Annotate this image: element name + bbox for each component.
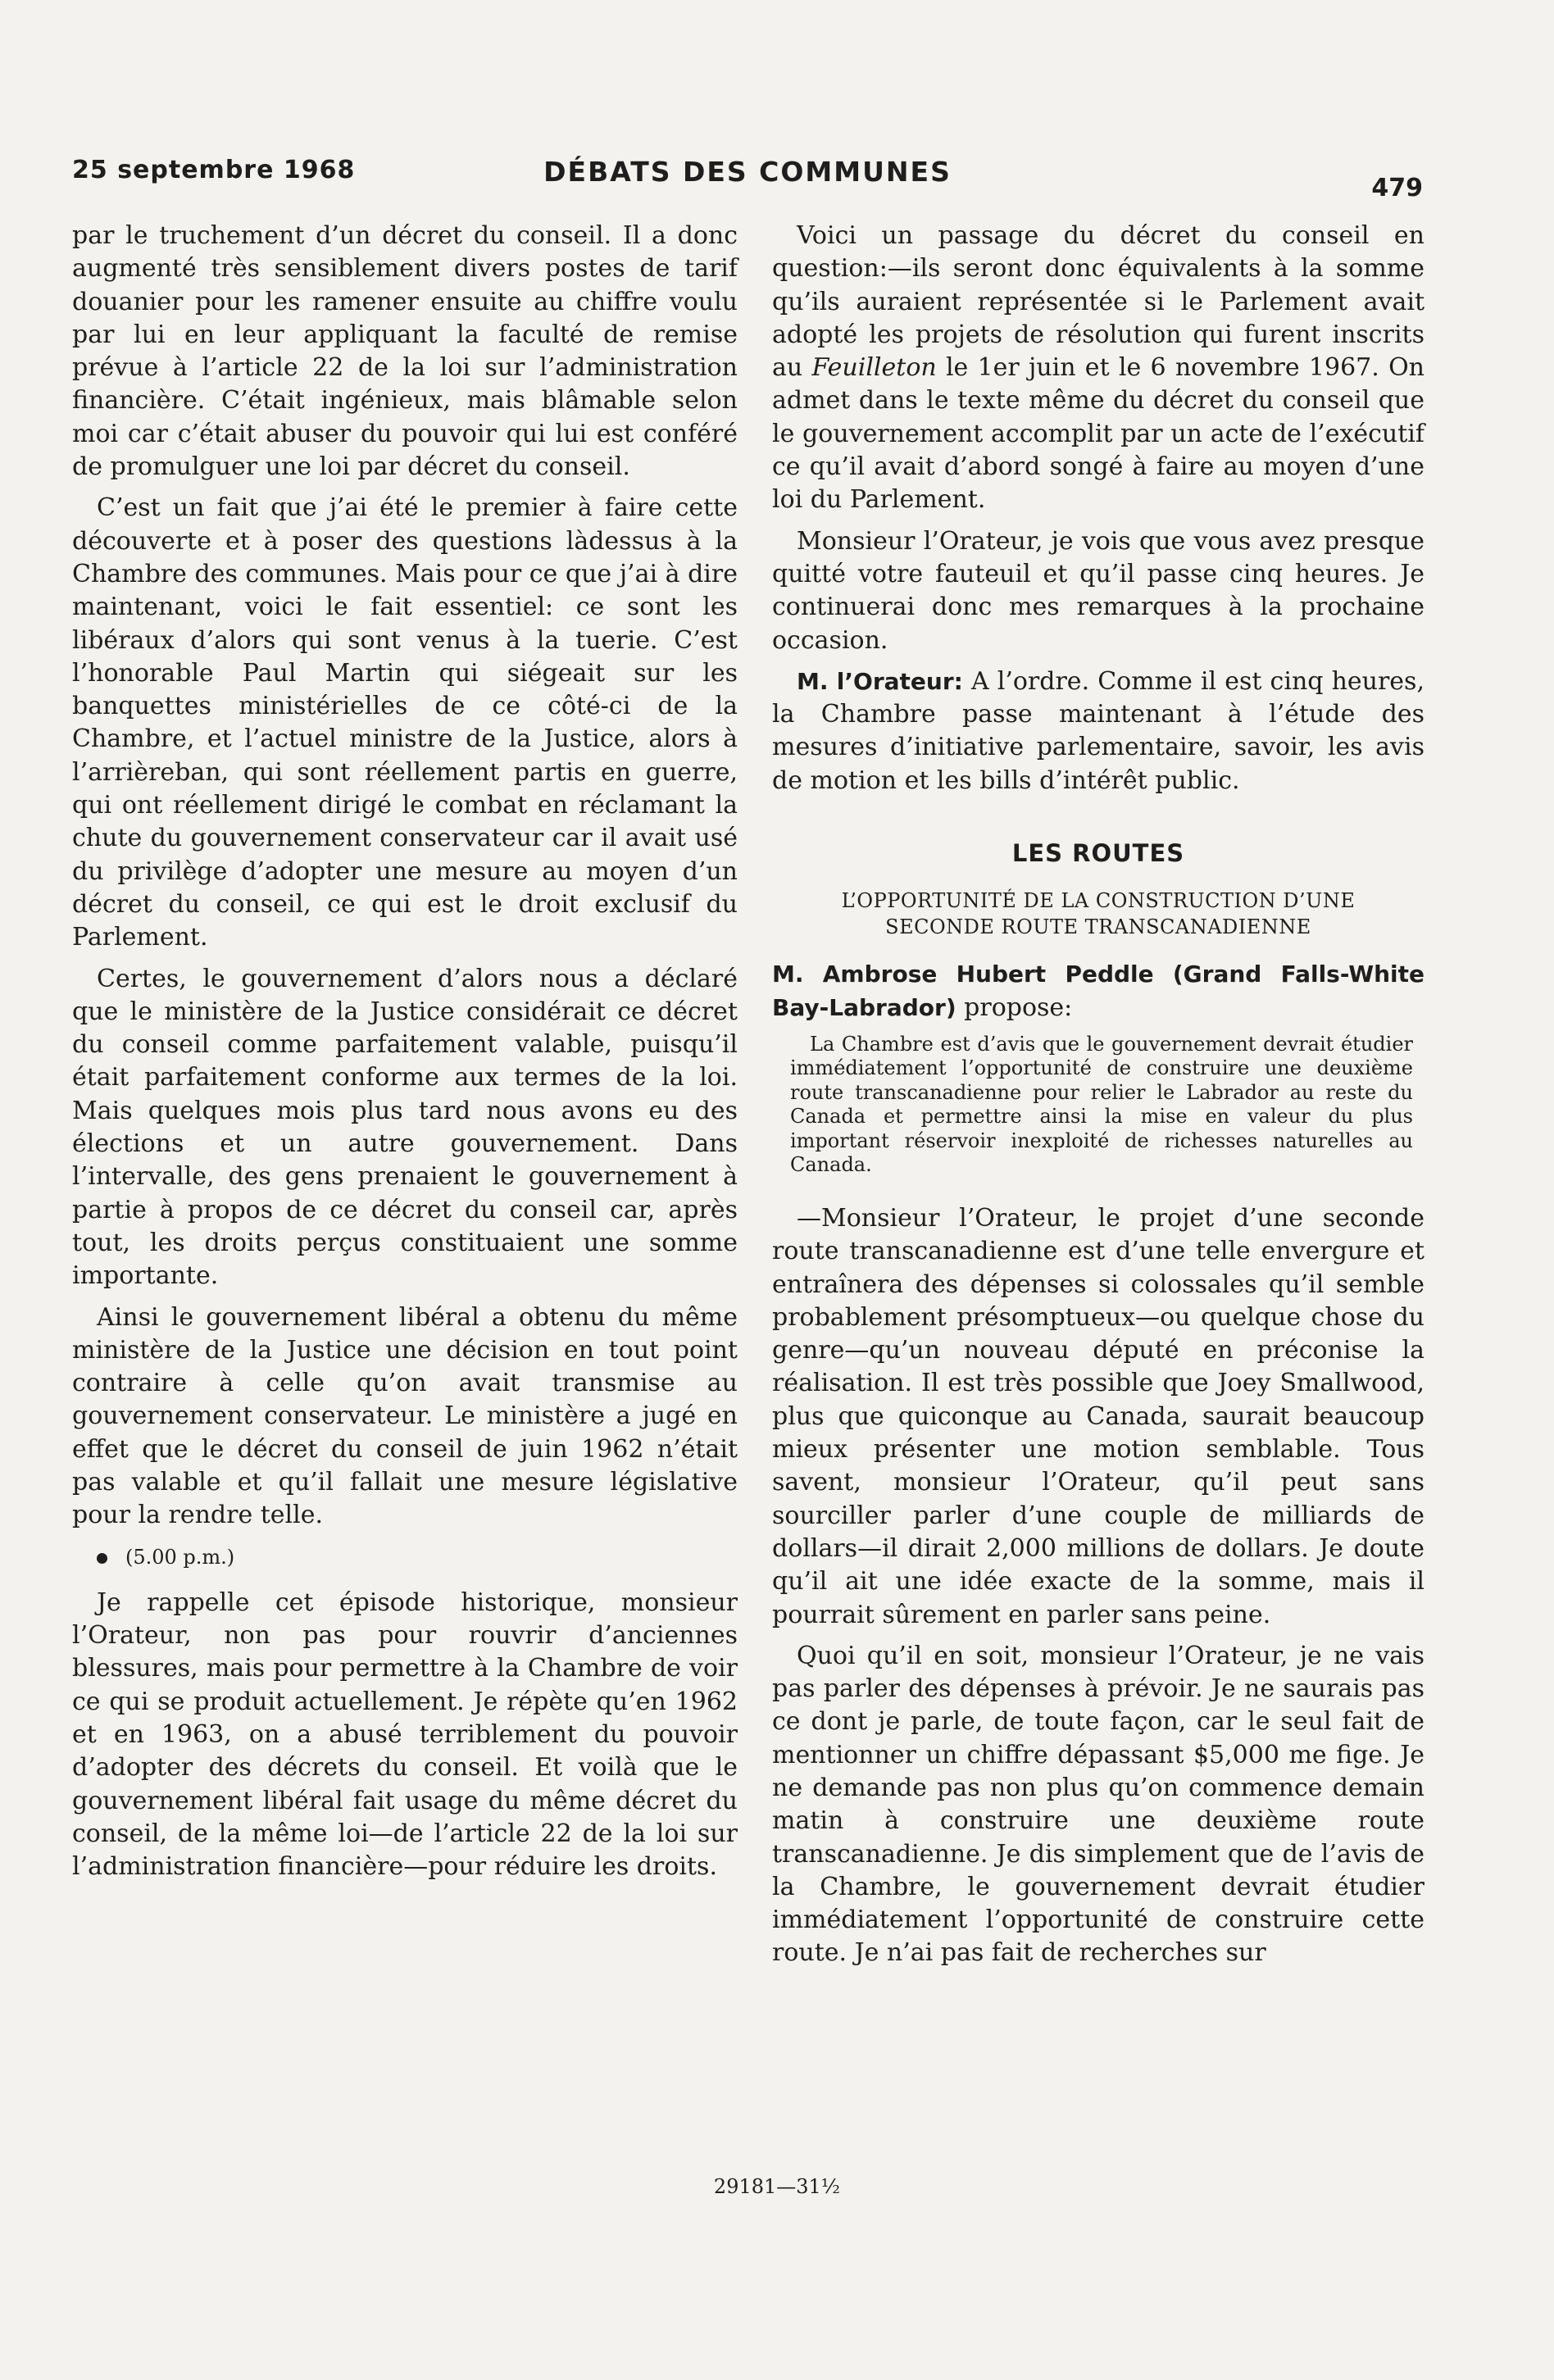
right-paragraph-1-b: le 1er juin et le 6 novembre 1967. On admet dans le texte même du décret du conseil que le gouvernement accomplit par un acte de l’exécutif ce qu’il avait d’abord songé à faire au moyen d’une loi du Parlement. <box>772 353 1424 515</box>
left-paragraph-3: Certes, le gouvernement d’alors nous a déclaré que le ministère de la Justice considérait ce décret du conseil comme parfaitement valable, puisqu’il était parfaitement conforme aux termes de la loi. Mais quelques mois plus tard nous avons eu des élections et un autre gouvernement. Dans l’intervalle, des gens prenaient le gouvernement à partie à propos de ce décret du conseil car, après tout, les droits perçus constituaient une somme importante. <box>72 964 738 1291</box>
header-title: DÉBATS DES COMMUNES <box>543 156 952 188</box>
time-marker <box>97 1541 738 1574</box>
header-date: 25 septembre 1968 <box>72 156 356 184</box>
right-paragraph-2: Monsieur l’Orateur, je vois que vous avez presque quitté votre fauteuil et qu’il passe cinq heures. Je continuerai donc mes remarques à la prochaine occasion. <box>772 526 1424 655</box>
right-paragraph-1-a: Voici un passage du décret du conseil en question:—ils seront donc équivalents à la somme qu’ils auraient représentée si le Parlement avait adopté les projets de résolution qui furent inscrits au <box>772 221 1424 383</box>
right-paragraph-3: —Monsieur l’Orateur, le projet d’une seconde route transcanadienne est d’une telle envergure et entraînera des dépenses si colossales qu’il semble probablement présomptueux—ou quelque chose du genre—qu’un nouveau député en préconise la réalisation. Il est très possible que Joey Smallwood, plus que quiconque au Canada, saurait beaucoup mieux présenter une motion semblable. Tous savent, monsieur l’Orateur, qu’il peut sans sourciller parler d’une couple de milliards de dollars—il dirait 2,000 millions de dollars. Je doute qu’il ait une idée exacte de la somme, mais il pourrait sûrement en parler sans peine. <box>772 1203 1424 1629</box>
time-marker-text: (5.00 p.m.) <box>125 1545 235 1569</box>
mover-paragraph <box>772 958 1424 1024</box>
speaker-text: A l’ordre. Comme il est cinq heures, la Chambre passe maintenant à l’étude des mesures d’initiative parlementaire, savoir, les avis de motion et les bills d’intérêt public. <box>772 666 1424 795</box>
footer-code: 29181—31½ <box>713 2175 841 2198</box>
feuilleton-italic: Feuilleton <box>811 353 937 383</box>
page-number: 479 <box>1371 174 1423 202</box>
right-paragraph-1 <box>772 220 1424 517</box>
right-paragraph-4: Quoi qu’il en soit, monsieur l’Orateur, je ne vais pas parler des dépenses à prévoir. Je ne saurais pas ce dont je parle, de toute façon, car le seul fait de mentionner un chiffre dépassant $5,000 me fige. Je ne demande pas non plus qu’on commence demain matin à construire une deuxième route transcanadienne. Je dis simplement que de l’avis de la Chambre, le gouvernement devrait étudier immédiatement l’opportunité de construire cette route. Je n’ai pas fait de recherches sur <box>772 1641 1424 1968</box>
left-paragraph-4: Ainsi le gouvernement libéral a obtenu du même ministère de la Justice une décision en tout point contraire à celle qu’on avait transmise au gouvernement conservateur. Le ministère a jugé en effet que le décret du conseil de juin 1962 n’était pas valable et qu’il fallait une mesure législative pour la rendre telle. <box>72 1302 738 1530</box>
speaker-orateur-paragraph <box>772 665 1424 797</box>
right-column <box>772 220 1424 1978</box>
section-subtitle: L’OPPORTUNITÉ DE LA CONSTRUCTION D’UNE SECONDE ROUTE TRANSCANADIENNE <box>841 889 1356 939</box>
speaker-name: M. l’Orateur: <box>797 667 963 695</box>
mover-name: M. Ambrose Hubert Peddle (Grand Falls-White Bay-Labrador) <box>772 961 1424 1021</box>
left-paragraph-5: Je rappelle cet épisode historique, monsieur l’Orateur, non pas pour rouvrir d’anciennes blessures, mais pour permettre à la Chambre de voir ce qui se produit actuellement. Je répète qu’en 1962 et en 1963, on a abusé terriblement du pouvoir d’adopter des décrets du conseil. Et voilà que le gouvernement libéral fait usage du même décret du conseil, de la même loi—de l’article 22 de la loi sur l’administration financière—pour réduire les droits. <box>72 1587 738 1882</box>
bullet-icon <box>97 1553 107 1564</box>
section-title: LES ROUTES <box>1011 839 1185 868</box>
page-header <box>72 146 1423 203</box>
left-paragraph-1: par le truchement d’un décret du conseil. Il a donc augmenté très sensiblement divers postes de tarif douanier pour les ramener ensuite au chiffre voulu par lui en leur appliquant la faculté de remise prévue à l’article 22 de la loi sur l’administration financière. C’était ingénieux, mais blâmable selon moi car c’était abuser du pouvoir qui lui est conféré de promulguer une loi par décret du conseil. <box>72 221 738 482</box>
mover-text: propose: <box>956 992 1073 1022</box>
motion-text: La Chambre est d’avis que le gouvernement devrait étudier immédiatement l’opportunité de construire une deuxième route transcanadienne pour relier le Labrador au reste du Canada et permettre ainsi la mise en valeur du plus important réservoir inexploité de richesses naturelles au Canada. <box>790 1032 1413 1177</box>
left-paragraph-2: C’est un fait que j’ai été le premier à faire cette découverte et à poser des questions làdessus à la Chambre des communes. Mais pour ce que j’ai à dire maintenant, voici le fait essentiel: ce sont les libéraux d’alors qui sont venus à la tuerie. C’est l’honorable Paul Martin qui siégeait sur les banquettes ministérielles de ce côté-ci de la Chambre, et l’actuel ministre de la Justice, alors à l’arrièreban, qui sont réellement partis en guerre, qui ont réellement dirigé le combat en réclamant la chute du gouvernement conservateur car il avait usé du privilège d’adopter une mesure au moyen d’un décret du conseil, ce qui est le droit exclusif du Parlement. <box>72 493 738 952</box>
left-column <box>72 220 738 1892</box>
